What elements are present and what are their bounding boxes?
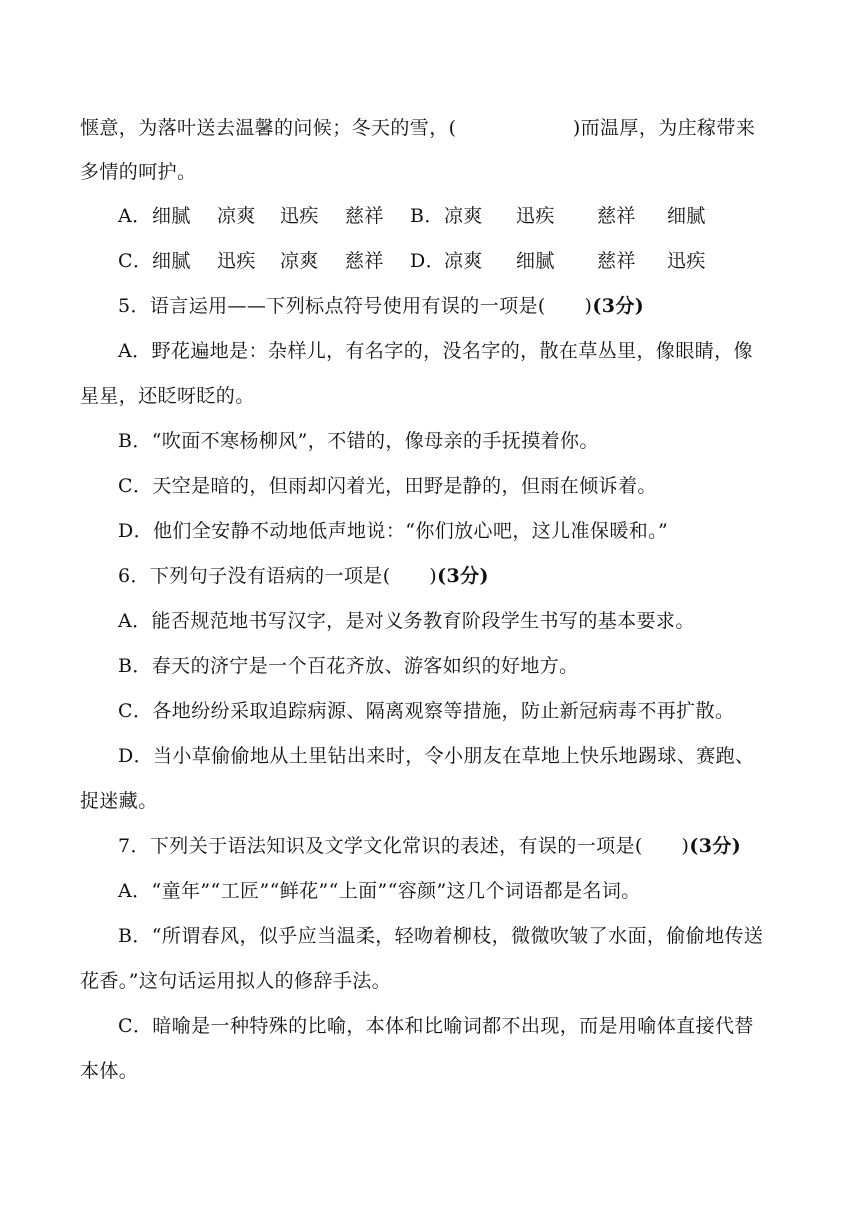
- q4-option-d-word-4: 迅疾: [667, 250, 706, 272]
- q6-option-b: B．春天的济宁是一个百花齐放、游客如织的好地方。: [118, 655, 579, 677]
- q4-option-c-label: C．: [118, 250, 153, 272]
- q4-text-line-2: 多情的呵护。: [80, 161, 197, 183]
- q4-option-c-word-4: 慈祥: [345, 250, 384, 272]
- q6-option-c: C．各地纷纷采取追踪病源、隔离观察等措施，防止新冠病毒不再扩散。: [118, 700, 735, 722]
- q5-stem: [118, 291, 818, 321]
- q7-option-b-line-2: 花香。”这句话运用拟人的修辞手法。: [80, 970, 392, 992]
- q4-option-d-word-1: 凉爽: [444, 250, 483, 272]
- q4-option-d-label: D．: [410, 250, 446, 272]
- q4-option-a-label: A．: [118, 205, 152, 227]
- q7-stem-text: 7．下列关于语法知识及文学文化常识的表述，有误的一项是( ): [118, 835, 690, 857]
- q7-option-c-line-2: 本体。: [80, 1060, 139, 1082]
- q5-stem-text: 5．语言运用——下列标点符号使用有误的一项是( ): [118, 295, 593, 317]
- q4-option-b-word-2: 迅疾: [516, 205, 555, 227]
- q4-option-b-word-3: 慈祥: [597, 205, 636, 227]
- q4-option-d-word-3: 慈祥: [597, 250, 636, 272]
- q7-option-a: A．“童年”“工匠”“鲜花”“上面”“容颜”这几个词语都是名词。: [118, 880, 641, 902]
- q4-option-a-word-1: 细腻: [152, 205, 191, 227]
- q5-option-c: C．天空是暗的，但雨却闪着光，田野是静的，但雨在倾诉着。: [118, 475, 657, 497]
- q6-stem-text: 6．下列句子没有语病的一项是( ): [118, 565, 438, 587]
- q4-option-c-word-1: 细腻: [152, 250, 191, 272]
- q6-stem: [118, 561, 818, 591]
- q4-option-row-2: [118, 246, 818, 276]
- q6-score: (3分): [437, 565, 489, 587]
- q4-option-a-word-2: 凉爽: [217, 205, 256, 227]
- q6-option-d-line-1: D．当小草偷偷地从土里钻出来时，令小朋友在草地上快乐地踢球、赛跑、: [118, 745, 755, 767]
- q4-option-row-1: [118, 201, 818, 231]
- q7-option-b-line-1: B．“所谓春风，似乎应当温柔，轻吻着柳枝，微微吹皱了水面，偷偷地传送: [118, 925, 764, 947]
- q4-option-b-word-4: 细腻: [667, 205, 706, 227]
- q5-option-b: B．“吹面不寒杨柳风”，不错的，像母亲的手抚摸着你。: [118, 430, 599, 452]
- q7-option-c-line-1: C．暗喻是一种特殊的比喻，本体和比喻词都不出现，而是用喻体直接代替: [118, 1015, 754, 1037]
- q4-option-a-word-4: 慈祥: [345, 205, 384, 227]
- q7-score: (3分): [689, 835, 742, 857]
- q5-score: (3分): [592, 295, 645, 317]
- q4-option-d-word-2: 细腻: [516, 250, 555, 272]
- q4-option-a-word-3: 迅疾: [280, 205, 319, 227]
- q4-option-c-word-3: 凉爽: [280, 250, 319, 272]
- q5-option-d: D．他们全安静不动地低声地说：“你们放心吧，这儿准保暖和。”: [118, 520, 669, 542]
- q4-option-b-word-1: 凉爽: [444, 205, 483, 227]
- q4-text-line-1: 惬意，为落叶送去温馨的问候；冬天的雪，( )而温厚，为庄稼带来: [80, 117, 756, 139]
- q6-option-d-line-2: 捉迷藏。: [80, 790, 158, 812]
- q6-option-a: A．能否规范地书写汉字，是对义务教育阶段学生书写的基本要求。: [118, 610, 695, 632]
- q5-option-a-line-1: A．野花遍地是：杂样儿，有名字的，没名字的，散在草丛里，像眼睛，像: [118, 340, 753, 362]
- q5-option-a-line-2: 星星，还眨呀眨的。: [80, 385, 255, 407]
- q7-stem: [118, 831, 818, 861]
- q4-option-c-word-2: 迅疾: [217, 250, 256, 272]
- q4-option-b-label: B．: [410, 205, 444, 227]
